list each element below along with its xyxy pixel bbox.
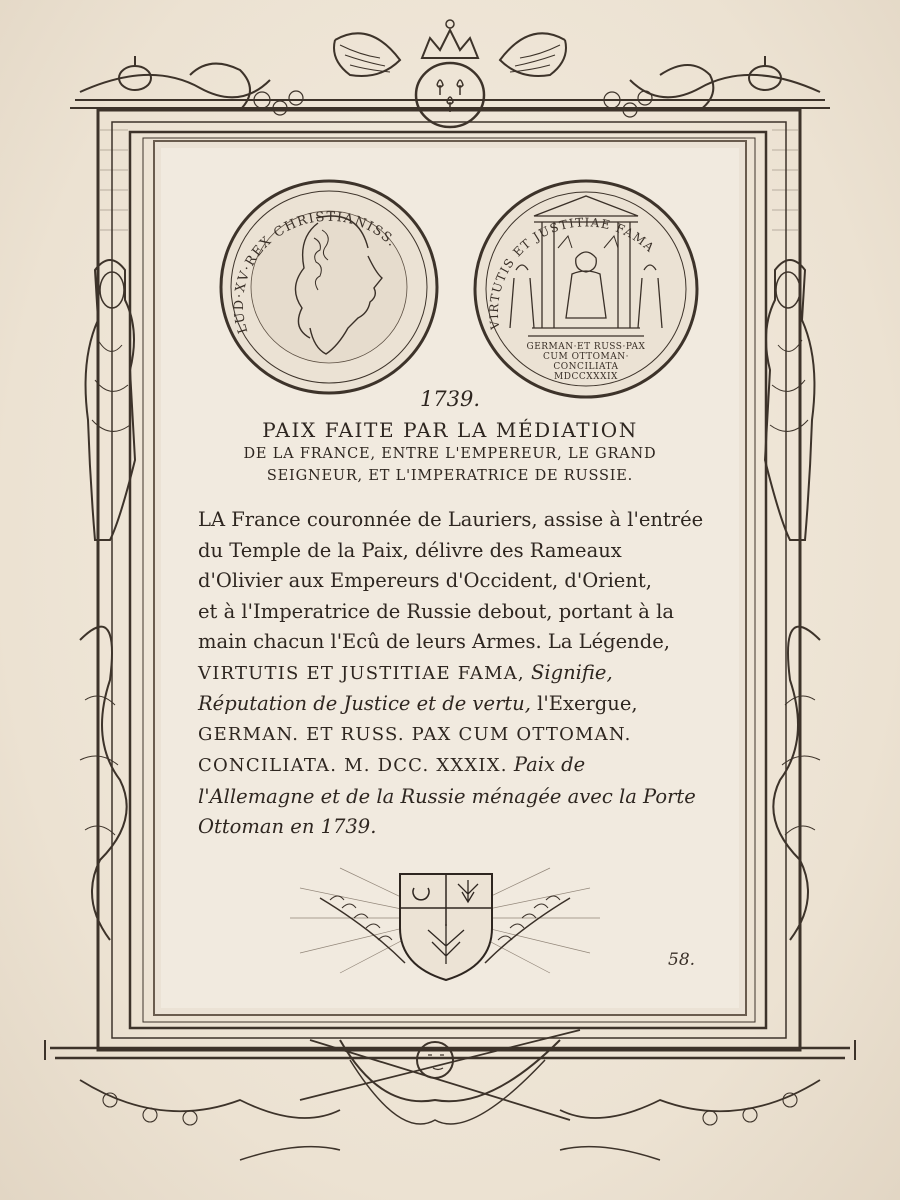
plate-title: [150, 417, 750, 487]
exergue-word: l'Exergue,: [537, 692, 638, 715]
exergue-translation-start: Paix de: [513, 753, 586, 776]
exergue-line: CUM OTTOMAN·: [543, 352, 629, 362]
legend-signifie: Signifie,: [531, 660, 613, 684]
title-line-1: PAIX FAITE PAR LA MÉDIATION: [262, 418, 638, 442]
body-line: [198, 750, 724, 782]
plate-year: 1739.: [419, 387, 481, 411]
body-line: LA France couronnée de Lauriers, assise à l'entrée: [198, 508, 704, 531]
legend-translation: Réputation de Justice et de vertu,: [198, 692, 531, 715]
body-line: du Temple de la Paix, délivre des Rameaux: [198, 538, 622, 562]
body-line: [198, 689, 724, 720]
legend-quote: VIRTUTIS ET JUSTITIAE FAMA,: [198, 662, 525, 684]
page-number: 58.: [668, 950, 696, 970]
reverse-exergue: [505, 342, 667, 382]
body-line: main chacun l'Ecû de leurs Armes. La Légende,: [198, 630, 670, 653]
obverse-legend: LUD·XV·REX CHRISTIANISS.: [231, 209, 400, 336]
medal-obverse-louis-xv: [218, 178, 440, 396]
exergue-quote: GERMAN. ET RUSS. PAX CUM OTTOMAN.: [198, 723, 632, 745]
exergue-line: GERMAN·ET RUSS·PAX: [526, 342, 646, 352]
exergue-line: CONCILIATA: [553, 362, 619, 372]
exergue-line: MDCCXXXIX: [554, 372, 618, 382]
title-line-3: SEIGNEUR, ET L'IMPERATRICE DE RUSSIE.: [266, 468, 634, 484]
exergue-translation: l'Allemagne et de la Russie ménagée avec la Porte: [198, 784, 696, 808]
body-line: et à l'Imperatrice de Russie debout, portant à la: [198, 599, 674, 623]
exergue-quote-cont: CONCILIATA. M. DCC. XXXIX.: [198, 755, 508, 776]
title-line-2: DE LA FRANCE, ENTRE L'EMPEREUR, LE GRAND: [243, 446, 657, 462]
body-line: d'Olivier aux Empereurs d'Occident, d'Orient,: [198, 569, 652, 592]
description-text: [198, 505, 724, 843]
body-line: [198, 658, 724, 690]
exergue-translation-end: Ottoman en 1739.: [198, 815, 377, 838]
reverse-legend: VIRTUTIS ET JUSTITIAE FAMA: [486, 215, 658, 331]
coat-of-arms-vignette: [280, 858, 610, 988]
